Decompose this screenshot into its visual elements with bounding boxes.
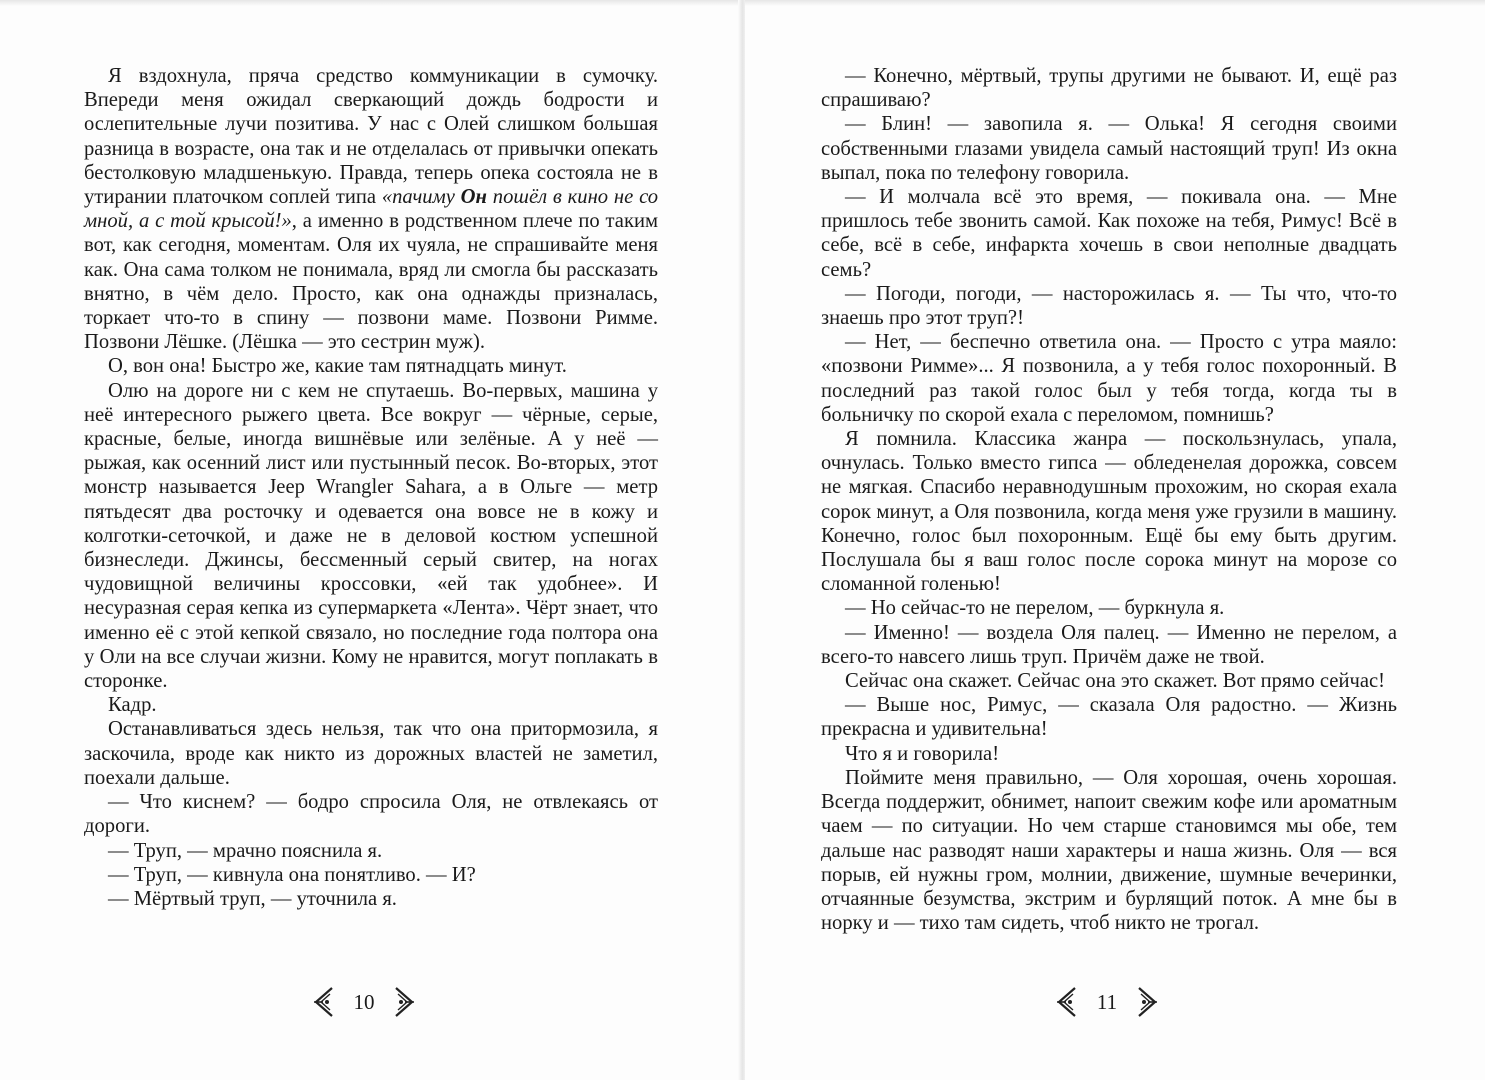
right-page-text xyxy=(821,64,1397,935)
paragraph: Кадр. xyxy=(108,694,157,717)
paragraph: Я помнила. Классика жанра — поскользнулась, упала, очнулась. Только вместо гипса — обледенелая дорожка, совсем не мягкая. Спасибо неравнодушным прохожим, но скорая ехала сорок минут, а Оля позвонила, когда меня уже грузили в машину. Конечно, голос был похоронным. Ещё бы ему быть другим. Послушала бы я ваш голос после сорока минут на морозе со сломанной голенью! xyxy=(821,428,1397,596)
paragraph: Сейчас она скажет. Сейчас она это скажет. Вот прямо сейчас! xyxy=(845,670,1385,693)
paragraph: — Мёртвый труп, — уточнила я. xyxy=(108,887,397,910)
paragraph: Олю на дороге ни с кем не спутаешь. Во-первых, машина у неё интересного рыжего цвета. Все вокруг — чёрные, серые, красные, белые, иногда вишнёвые или зелёные. А у неё — рыжая, как осенний лист или пустынный песок. Во-вторых, этот монстр называется Jeep Wrangler Sahara, а в Ольге — метр пятьдесят два росточку и одевается она вовсе не в кожу и колготки-сеточкой, и даже не в деловой костюм успешной бизнеследи. Джинсы, бессменный серый свитер, на ногах чудовищной величины кроссовки, «ей так удобнее». И несуразная серая кепка из супермаркета «Лента». Чёрт знает, что именно её с этой кепкой связало, но последние года полтора она у Оли на все случаи жизни. Кому не нравится, могут поплакать в сторонке. xyxy=(84,379,658,693)
paragraph: — И молчала всё это время, — покивала она. — Мне пришлось тебе звонить самой. Как похоже на тебя, Римус! Всё в себе, всё в себе, инфаркта хочешь в свои неполные двадцать семь? xyxy=(821,186,1397,281)
left-page xyxy=(0,0,742,1080)
paragraph: — Нет, — беспечно ответила она. — Просто с утра маяло: «позвони Римме»... Я позвонила, а у тебя голос похоронный. В последний раз такой голос был у тебя тогда, когда ты в больничку по скорой ехала с переломом, помнишь? xyxy=(821,331,1397,426)
paragraph: — Но сейчас-то не перелом, — буркнула я. xyxy=(845,597,1225,620)
paragraph: — Выше нос, Римус, — сказала Оля радостно. — Жизнь прекрасна и удивительна! xyxy=(821,694,1397,741)
top-edge-shade xyxy=(0,0,742,6)
page-footer xyxy=(1053,982,1161,1022)
flourish-left-icon xyxy=(1053,985,1079,1019)
italic-quote: «пачиму Он пошёл в кино не со мной, а с той крысой!» xyxy=(84,186,659,233)
paragraph: Что я и говорила! xyxy=(845,742,1000,765)
paragraph: — Труп, — кивнула она понятливо. — И? xyxy=(108,863,476,886)
paragraph: — Именно! — воздела Оля палец. — Именно не перелом, а всего-то навсего лишь труп. Причём даже не твой. xyxy=(821,621,1397,668)
bold-word: Он xyxy=(460,186,487,209)
paragraph: Я вздохнула, пряча средство коммуникации в сумочку. Впереди меня ожидал сверкающий дождь бодрости и ослепительные лучи позитива. У нас с Олей слишком большая разница в возрасте, она так и не отделалась от привычки опекать бестолковую младшенькую. Правда, теперь опека состояла не в утирании платочком соплей типа «пачиму Он пошёл в кино не со мной, а с той крысой!», а именно в родственном плече по таким вот, как сегодня, моментам. Оля их чуяла, не спрашивайте меня как. Она сама толком не понимала, вряд ли смогла бы рассказать внятно, в чём дело. Просто, как она однажды призналась, торкает что-то в спину — позвони маме. Позвони Римме. Позвони Лёшке. (Лёшка — это сестрин муж). xyxy=(84,65,659,354)
left-page-text xyxy=(84,64,658,911)
paragraph: — Блин! — завопила я. — Олька! Я сегодня своими собственными глазами увидела самый настоящий труп! Из окна выпал, пока по телефону говорила. xyxy=(821,113,1397,184)
paragraph: Останавливаться здесь нельзя, так что она притормозила, я заскочила, вроде как никто из дорожных властей не заметил, поехали дальше. xyxy=(84,718,658,789)
page-number: 11 xyxy=(1096,989,1118,1014)
paragraph: — Конечно, мёртвый, трупы другими не бывают. И, ещё раз спрашиваю? xyxy=(821,65,1397,112)
paragraph: — Труп, — мрачно пояснила я. xyxy=(108,839,383,862)
top-edge-shade xyxy=(745,0,1485,6)
paragraph: Поймите меня правильно, — Оля хорошая, очень хорошая. Всегда поддержит, обнимет, напоит свежим кофе или ароматным чаем — по ситуации. Но чем старше становимся мы обе, тем дальше нас разводят наши характеры и наша жизнь. Оля — вся порыв, ей нужны гром, молнии, движение, шумные вечеринки, отчаянные безумства, экстрим и бурлящий поток. А мне бы в норку и — тихо там сидеть, чтоб никто не трогал. xyxy=(821,766,1397,935)
paragraph: — Погоди, погоди, — насторожилась я. — Ты что, что-то знаешь про этот труп?! xyxy=(821,282,1397,330)
flourish-right-icon xyxy=(392,985,418,1019)
right-page xyxy=(745,0,1485,1080)
paragraph: О, вон она! Быстро же, какие там пятнадцать минут. xyxy=(108,355,567,378)
flourish-right-icon xyxy=(1135,985,1161,1019)
page-number: 10 xyxy=(353,989,375,1014)
page-footer xyxy=(310,982,418,1022)
flourish-left-icon xyxy=(310,985,336,1019)
paragraph: — Что киснем? — бодро спросила Оля, не отвлекаясь от дороги. xyxy=(84,791,658,838)
